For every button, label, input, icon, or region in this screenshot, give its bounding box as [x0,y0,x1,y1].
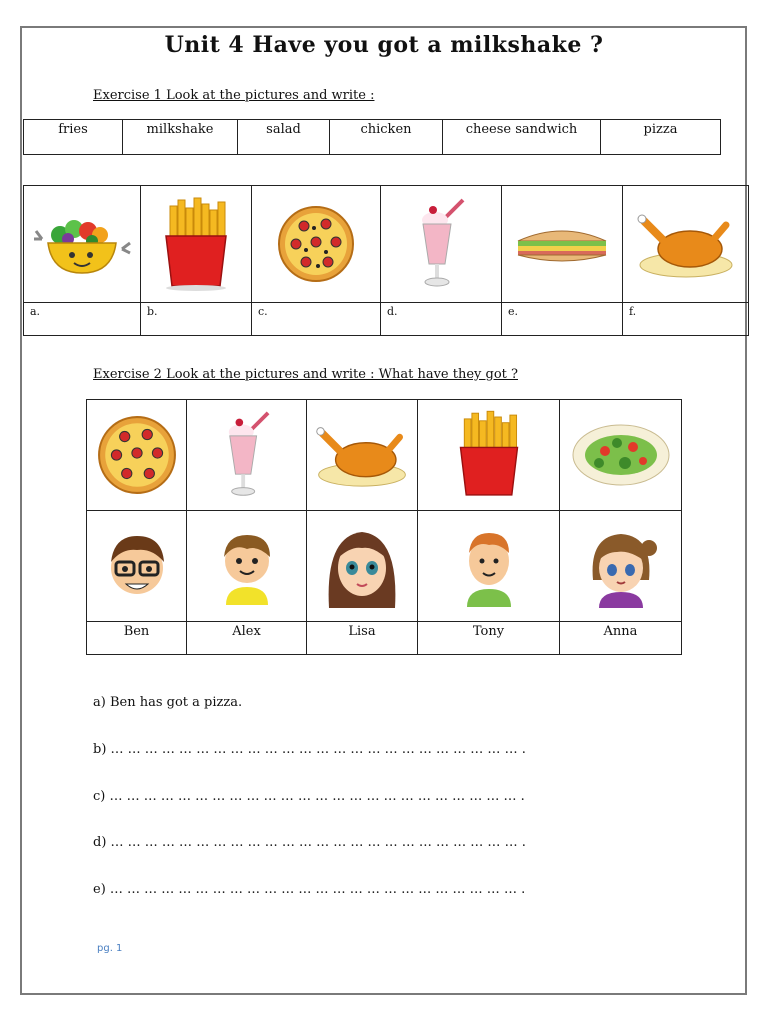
person-cell [560,511,682,622]
answer-line[interactable]: d) … … … … … … … … … … … … … … … … … … … … … … … … . [93,835,526,850]
exercise1-picture-table [23,185,749,336]
answer-line[interactable]: b) … … … … … … … … … … … … … … … … … … … … … … … … . [93,742,526,757]
person-name: Alex [187,622,307,655]
person-cell [87,511,187,622]
food-cell [187,400,307,511]
sandwich-icon [512,221,612,267]
person-name: Ben [87,622,187,655]
page-title: Unit 4 Have you got a milkshake ? [164,32,604,58]
word-bank-item: salad [238,120,330,155]
picture-cell [623,186,749,303]
roast-chicken-icon [636,209,736,279]
food-cell [87,400,187,511]
answer-line[interactable]: e) … … … … … … … … … … … … … … … … … … … … … … … … . [93,882,526,897]
page-number: pg. 1 [97,943,123,954]
picture-cell [252,186,381,303]
word-bank [23,119,721,155]
word-bank-item: fries [24,120,123,155]
picture-label: e. [502,303,623,336]
picture-label: c. [252,303,381,336]
girl-pigtails-avatar [579,524,663,608]
food-cell [560,400,682,511]
answer-line: a) Ben has got a pizza. [93,695,243,710]
fries-icon [451,408,527,502]
word-bank-item: milkshake [123,120,238,155]
exercise1-heading: Exercise 1 Look at the pictures and write : [93,88,375,103]
person-name: Lisa [307,622,418,655]
person-cell [187,511,307,622]
word-bank-item: cheese sandwich [443,120,601,155]
girl-long-hair-avatar [321,522,403,610]
exercise2-heading: Exercise 2 Look at the pictures and write : What have they got ? [93,367,518,382]
picture-label: a. [24,303,141,336]
boy-glasses-avatar [102,530,172,602]
picture-cell [141,186,252,303]
picture-label: f. [623,303,749,336]
boy-red-hair-avatar [459,523,519,609]
pizza-icon [96,414,178,496]
food-cell [418,400,560,511]
boy-avatar [212,525,282,607]
milkshake-icon [411,196,471,292]
exercise2-picture-table [86,399,682,655]
food-cell [307,400,418,511]
picture-cell [502,186,623,303]
answer-line[interactable]: c) … … … … … … … … … … … … … … … … … … … … … … … … . [93,789,525,804]
salad-bowl-icon [30,209,134,279]
person-name: Tony [418,622,560,655]
salad-plate-icon [571,423,671,487]
person-cell [418,511,560,622]
roast-chicken-icon [314,422,410,488]
milkshake-icon [217,409,277,501]
person-name: Anna [560,622,682,655]
picture-label: d. [381,303,502,336]
fries-icon [156,196,236,292]
person-cell [307,511,418,622]
picture-cell [24,186,141,303]
picture-label: b. [141,303,252,336]
word-bank-item: chicken [330,120,443,155]
word-bank-item: pizza [601,120,721,155]
pizza-icon [276,204,356,284]
picture-cell [381,186,502,303]
